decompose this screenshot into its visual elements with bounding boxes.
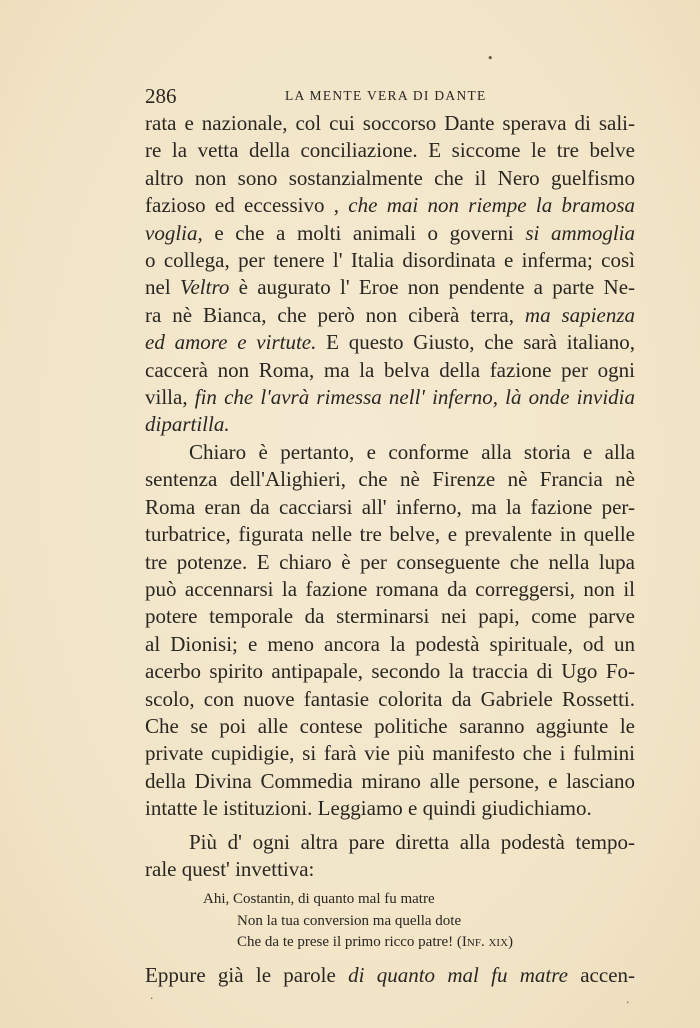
italic-quote: ma sapienza [524,302,635,327]
text-line: Che se poi alle contese politiche saranno aggiunte le [145,713,635,738]
text-line: al Dionisi; e meno ancora la podestà spirituale, od un [145,631,635,656]
text-line: Chiaro è pertanto, e conforme alla storia e alla [189,439,635,464]
italic-quote: che mai non riempe la bramosa [348,193,635,218]
paper-speck: • [487,52,494,65]
text-line: re la vetta della conciliazione. E siccome le tre belve [145,138,635,163]
text-line: voglia, e che a molti animali o governi si ammoglia [145,220,635,245]
italic-quote: si ammoglia [525,220,635,245]
text-line: Roma eran da cacciarsi all' inferno, ma la fazione per- [145,494,635,519]
text-line: scolo, con nuove fantasie colorita da Gabriele Rossetti. [145,686,635,711]
text-line: caccerà non Roma, ma la belva della fazione per ogni [145,357,635,382]
italic-quote: voglia, [145,220,203,245]
text-line [145,411,635,438]
text-line: tre potenze. E chiaro è per conseguente che nella lupa [145,549,635,574]
verse-line: Non la tua conversion ma quella dote [237,912,462,929]
citation-reference: (Inf. xix) [456,934,514,951]
text-line: sentenza dell'Alighieri, che nè Firenze nè Francia nè [145,467,635,492]
text-line: della Divina Commedia mirano alle persone, e lasciano [145,768,635,793]
verse-quotation [145,889,635,954]
text-line: private cupidigie, si farà vie più manifesto che i fulmini [145,741,635,766]
text-line: fazioso ed eccessivo , che mai non riempe la bramosa [145,193,635,218]
italic-quote: fin che l'avrà rimessa nell' inferno, là onde invidia [194,385,635,410]
text-line: rata e nazionale, col cui soccorso Dante sperava di sali- [145,111,635,135]
running-title: LA MENTE VERA DI DANTE [285,88,487,103]
italic-word: Veltro [179,275,230,300]
italic-quote: ed amore e virtute. [145,330,317,355]
text-line: Più d' ogni altra pare diretta alla podestà tempo- [189,829,635,854]
paper-speck: · [150,992,154,1005]
verse-line: Che da te prese il primo ricco patre! (Inf. xix) [237,934,514,951]
text-line: intatte le istituzioni. Leggiamo e quindi giudichiamo. [145,796,592,821]
text-line: ra nè Bianca, che però non ciberà terra, ma sapienza [145,302,635,327]
text-line: potere temporale da sterminarsi nei papi, come parve [145,604,635,629]
text-line: Eppure già le parole di quanto mal fu matre accen- [145,962,636,987]
body-text [145,110,635,989]
verse-line: Ahi, Costantin, di quanto mal fu matre [203,891,435,908]
text-line: turbatrice, figurata nelle tre belve, e prevalente in quelle [145,522,635,547]
text-line: villa, fin che l'avrà rimessa nell' inferno, là onde invidia [145,385,635,410]
italic-quote: di quanto mal fu matre [348,962,568,987]
text-line: rale quest' invettiva: [145,856,315,881]
text-line: altro non sono sostanzialmente che il Nero guelfismo [145,165,635,190]
paper-speck: · [626,996,630,1009]
page-header [145,84,645,108]
text-line: ed amore e virtute. E questo Giusto, che sarà italiano, [145,330,635,355]
italic-quote: dipartilla. [145,412,230,437]
text-line: acerbo spirito antipapale, secondo la traccia di Ugo Fo- [145,659,635,684]
text-line: nel Veltro è augurato l' Eroe non pendente a parte Ne- [145,275,636,300]
text-line: può accennarsi la fazione romana da correggersi, non il [145,576,635,601]
text-line: o collega, per tenere l' Italia disordinata e inferma; così [145,248,635,273]
page-number: 286 [145,84,177,108]
